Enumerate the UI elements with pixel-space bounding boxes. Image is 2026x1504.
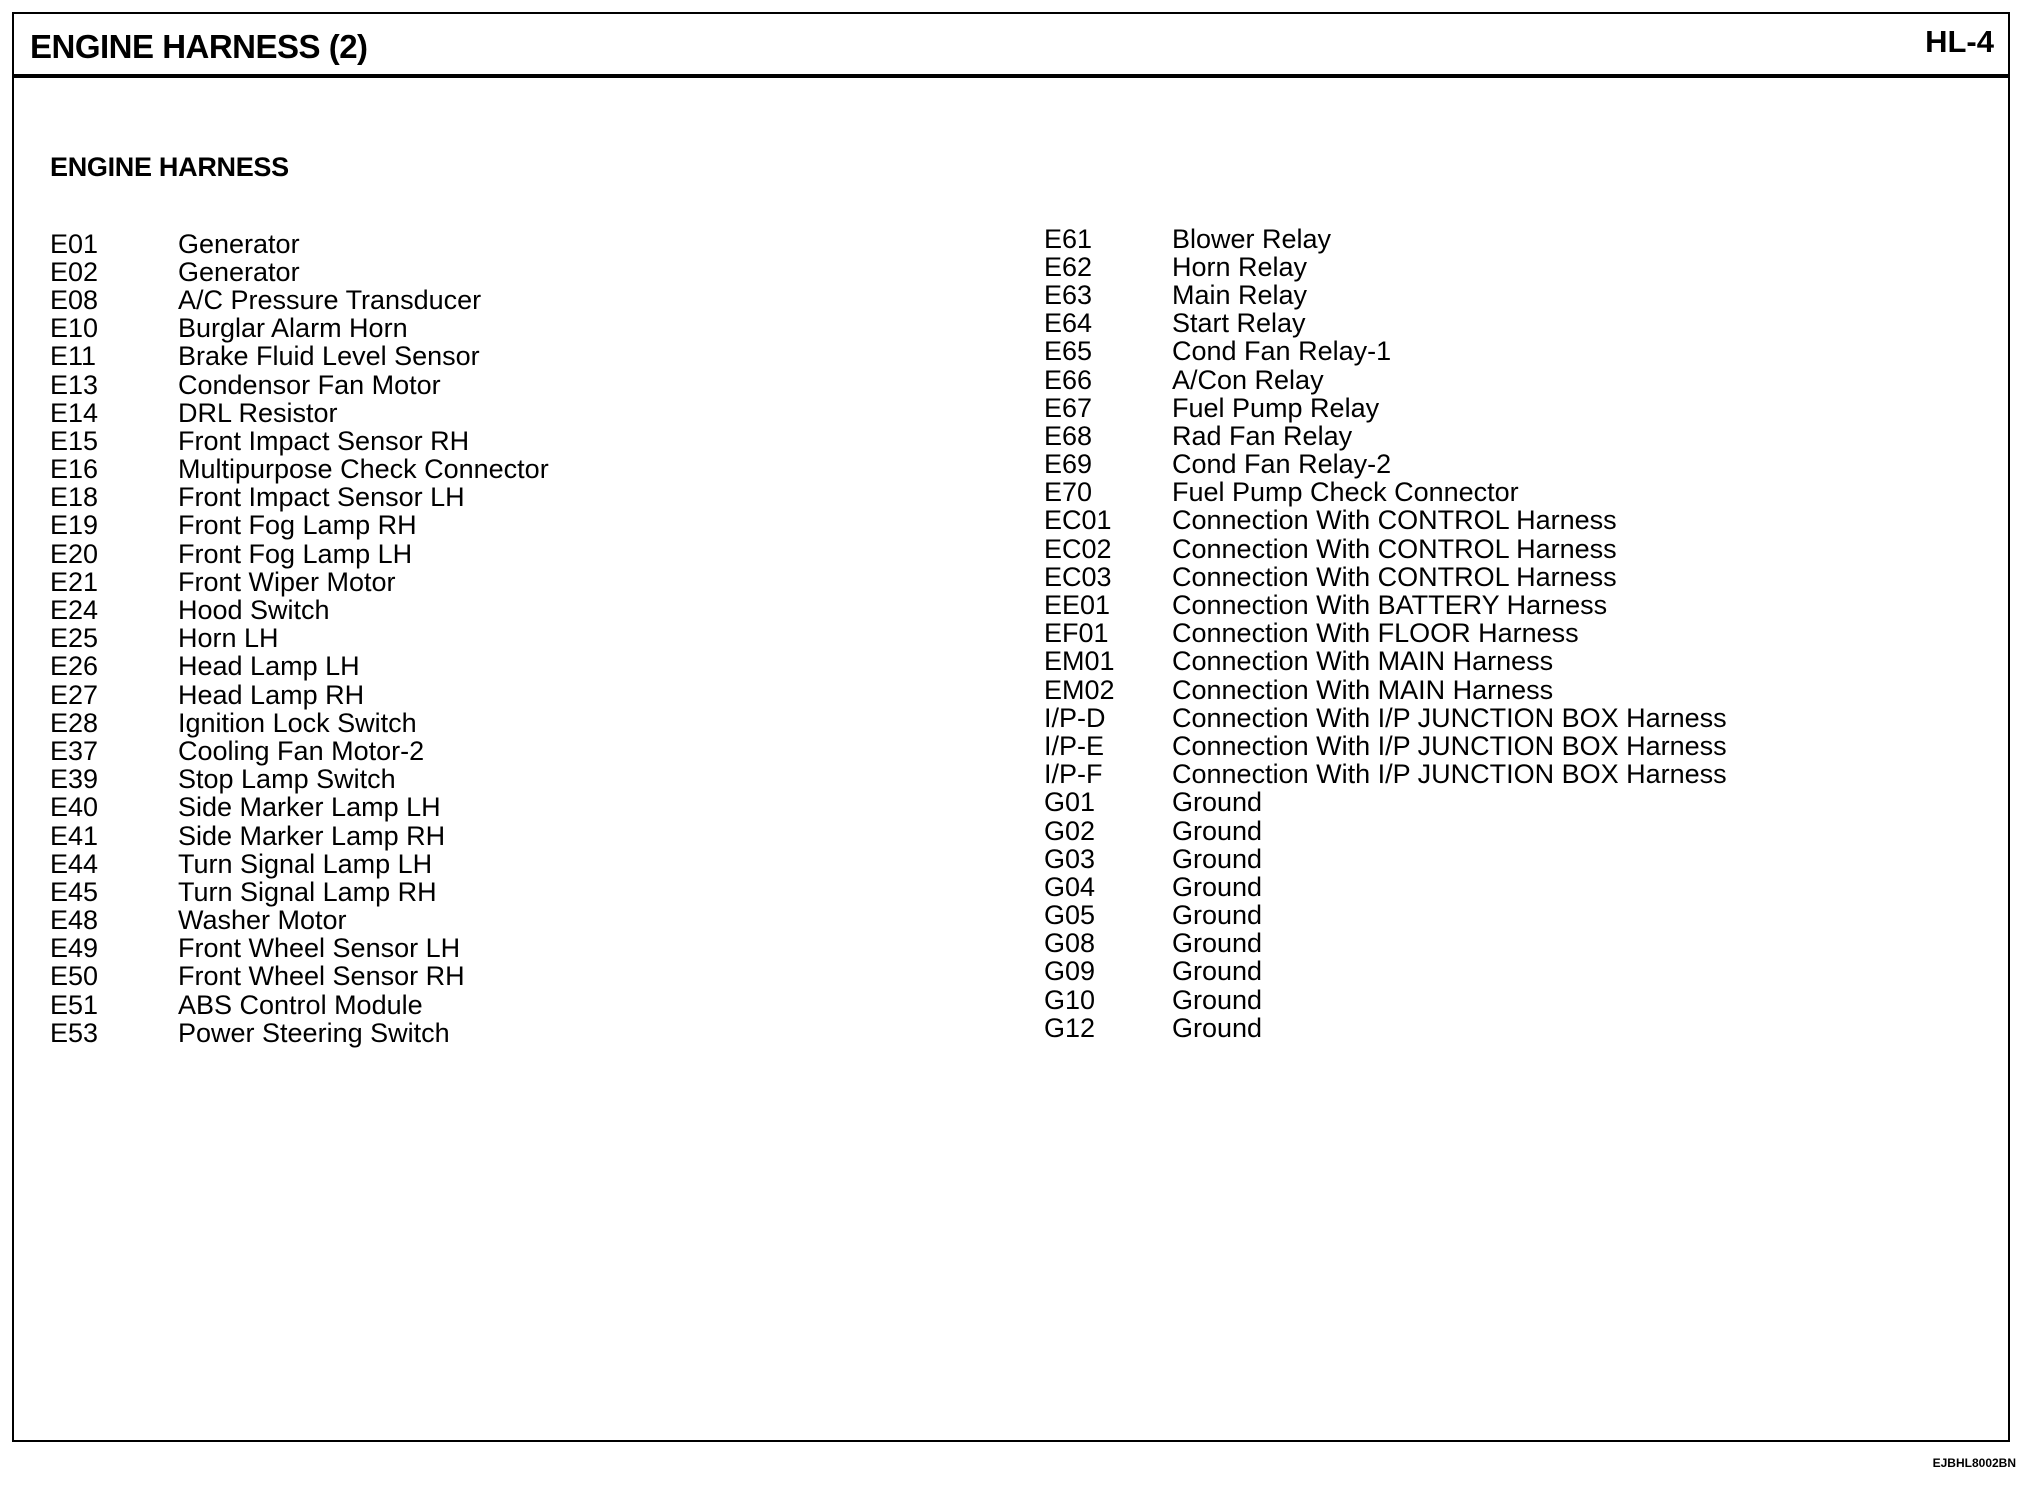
connector-description: Ground	[1172, 956, 1263, 987]
connector-code: E65	[1044, 336, 1093, 367]
connector-code: E18	[50, 482, 99, 513]
connector-code: E13	[50, 369, 99, 400]
connector-code: EM02	[1044, 674, 1115, 705]
connector-code: E27	[50, 679, 99, 710]
list-item	[1044, 507, 1727, 535]
list-item	[1044, 676, 1727, 704]
list-item	[50, 512, 549, 540]
list-item	[1044, 225, 1727, 253]
connector-code: E63	[1044, 279, 1093, 310]
connector-description: Ground	[1172, 928, 1263, 959]
list-item	[1044, 986, 1727, 1014]
connector-code: E02	[50, 256, 99, 287]
connector-code: E49	[50, 933, 99, 964]
connector-code: E50	[50, 961, 99, 992]
connector-code: EE01	[1044, 590, 1111, 621]
connector-description: Ground	[1172, 843, 1263, 874]
connector-code: E28	[50, 707, 99, 738]
list-item	[50, 258, 549, 286]
connector-description: Generator	[178, 256, 300, 287]
connector-code: E45	[50, 876, 99, 907]
list-item	[1044, 817, 1727, 845]
connector-code: E41	[50, 820, 99, 851]
connector-description: Blower Relay	[1172, 223, 1332, 254]
connector-code: E40	[50, 792, 99, 823]
connector-description: Ignition Lock Switch	[178, 707, 417, 738]
list-item	[50, 399, 549, 427]
list-item	[50, 230, 549, 258]
connector-description: Front Fog Lamp RH	[178, 510, 417, 541]
connector-code: E20	[50, 538, 99, 569]
connector-code: EF01	[1044, 618, 1109, 649]
connector-description: Front Wiper Motor	[178, 566, 396, 597]
connector-description: A/Con Relay	[1172, 364, 1324, 395]
list-item	[50, 878, 549, 906]
connector-code: G05	[1044, 900, 1096, 931]
list-item	[1044, 394, 1727, 422]
list-item	[50, 963, 549, 991]
section-title: ENGINE HARNESS	[50, 152, 289, 182]
connector-description: Front Impact Sensor RH	[178, 425, 470, 456]
list-item	[50, 625, 549, 653]
connector-code: E21	[50, 566, 99, 597]
connector-description: Head Lamp RH	[178, 679, 365, 710]
list-item	[1044, 479, 1727, 507]
connector-code: G08	[1044, 928, 1096, 959]
connector-description: Front Wheel Sensor RH	[178, 961, 465, 992]
connector-code: E14	[50, 397, 99, 428]
list-item	[50, 907, 549, 935]
connector-code: G03	[1044, 843, 1096, 874]
list-item	[50, 315, 549, 343]
connector-description: Ground	[1172, 900, 1263, 931]
list-item	[1044, 451, 1727, 479]
list-item	[1044, 620, 1727, 648]
connector-description: Connection With CONTROL Harness	[1172, 505, 1617, 536]
connector-code: E25	[50, 623, 99, 654]
connector-description: Ground	[1172, 871, 1263, 902]
list-item	[50, 850, 549, 878]
connector-description: Hood Switch	[178, 595, 330, 626]
connector-code: G12	[1044, 1012, 1096, 1043]
connector-description: Generator	[178, 228, 300, 259]
connector-code: G04	[1044, 871, 1096, 902]
list-item	[50, 540, 549, 568]
list-item	[1044, 873, 1727, 901]
connector-description: Rad Fan Relay	[1172, 420, 1353, 451]
connector-list-right	[1044, 225, 1727, 1042]
page-header	[14, 14, 2008, 78]
list-item	[1044, 366, 1727, 394]
connector-description: Stop Lamp Switch	[178, 764, 396, 795]
connector-description: Connection With CONTROL Harness	[1172, 533, 1617, 564]
connector-code: I/P-D	[1044, 702, 1106, 733]
connector-description: Side Marker Lamp LH	[178, 792, 441, 823]
list-item	[1044, 253, 1727, 281]
connector-code: EC02	[1044, 533, 1112, 564]
list-item	[50, 286, 549, 314]
list-item	[1044, 761, 1727, 789]
list-item	[50, 427, 549, 455]
list-item	[50, 794, 549, 822]
connector-description: Burglar Alarm Horn	[178, 313, 408, 344]
connector-code: G10	[1044, 984, 1096, 1015]
connector-description: ABS Control Module	[178, 989, 423, 1020]
connector-code: E51	[50, 989, 99, 1020]
connector-code: E48	[50, 905, 99, 936]
list-item	[1044, 338, 1727, 366]
list-item	[1044, 789, 1727, 817]
connector-description: Connection With MAIN Harness	[1172, 646, 1554, 677]
connector-code: E44	[50, 848, 99, 879]
list-item	[50, 766, 549, 794]
list-item	[50, 737, 549, 765]
list-item	[50, 991, 549, 1019]
connector-description: Condensor Fan Motor	[178, 369, 441, 400]
connector-description: A/C Pressure Transducer	[178, 284, 482, 315]
connector-code: E24	[50, 595, 99, 626]
connector-description: Horn LH	[178, 623, 279, 654]
connector-description: Cond Fan Relay-1	[1172, 336, 1392, 367]
list-item	[1044, 930, 1727, 958]
connector-description: DRL Resistor	[178, 397, 338, 428]
connector-code: E37	[50, 735, 99, 766]
list-item	[1044, 422, 1727, 450]
list-item	[50, 1019, 549, 1047]
connector-description: Head Lamp LH	[178, 651, 360, 682]
list-item	[1044, 902, 1727, 930]
connector-code: E62	[1044, 251, 1093, 282]
connector-description: Connection With I/P JUNCTION BOX Harness	[1172, 702, 1727, 733]
connector-code: E68	[1044, 420, 1093, 451]
connector-code: E66	[1044, 364, 1093, 395]
connector-description: Cond Fan Relay-2	[1172, 449, 1392, 480]
page-title: ENGINE HARNESS (2)	[30, 28, 368, 65]
connector-description: Ground	[1172, 787, 1263, 818]
list-item	[1044, 958, 1727, 986]
connector-code: E64	[1044, 308, 1093, 339]
connector-description: Ground	[1172, 1012, 1263, 1043]
connector-code: E61	[1044, 223, 1093, 254]
list-item	[50, 596, 549, 624]
connector-description: Side Marker Lamp RH	[178, 820, 446, 851]
list-item	[1044, 732, 1727, 760]
connector-code: EC01	[1044, 505, 1112, 536]
connector-code: E10	[50, 313, 99, 344]
list-item	[50, 484, 549, 512]
connector-description: Start Relay	[1172, 308, 1306, 339]
connector-description: Ground	[1172, 984, 1263, 1015]
list-item	[1044, 648, 1727, 676]
connector-description: Power Steering Switch	[178, 1017, 450, 1048]
connector-description: Turn Signal Lamp LH	[178, 848, 433, 879]
connector-code: G09	[1044, 956, 1096, 987]
page-frame	[12, 12, 2010, 1442]
list-item	[50, 822, 549, 850]
connector-code: E67	[1044, 392, 1093, 423]
list-item	[50, 568, 549, 596]
connector-description: Front Fog Lamp LH	[178, 538, 413, 569]
connector-code: G01	[1044, 787, 1096, 818]
connector-code: E08	[50, 284, 99, 315]
connector-code: E15	[50, 425, 99, 456]
list-item	[1044, 535, 1727, 563]
connector-description: Ground	[1172, 815, 1263, 846]
connector-description: Turn Signal Lamp RH	[178, 876, 437, 907]
list-item	[50, 935, 549, 963]
figure-id: EJBHL8002BN	[1932, 1456, 2016, 1470]
connector-description: Connection With I/P JUNCTION BOX Harness	[1172, 730, 1727, 761]
list-item	[1044, 310, 1727, 338]
connector-description: Multipurpose Check Connector	[178, 454, 549, 485]
connector-description: Cooling Fan Motor-2	[178, 735, 425, 766]
connector-code: E11	[50, 341, 97, 372]
connector-description: Connection With MAIN Harness	[1172, 674, 1554, 705]
list-item	[50, 343, 549, 371]
connector-description: Main Relay	[1172, 279, 1308, 310]
list-item	[1044, 704, 1727, 732]
list-item	[50, 371, 549, 399]
connector-description: Washer Motor	[178, 905, 347, 936]
connector-code: E26	[50, 651, 99, 682]
connector-description: Horn Relay	[1172, 251, 1308, 282]
connector-code: G02	[1044, 815, 1096, 846]
connector-code: E39	[50, 764, 99, 795]
connector-code: EM01	[1044, 646, 1115, 677]
list-item	[50, 681, 549, 709]
connector-list-left	[50, 230, 549, 1047]
list-item	[1044, 1014, 1727, 1042]
connector-description: Front Wheel Sensor LH	[178, 933, 461, 964]
connector-code: I/P-E	[1044, 730, 1105, 761]
connector-description: Front Impact Sensor LH	[178, 482, 465, 513]
connector-code: E69	[1044, 449, 1093, 480]
list-item	[1044, 845, 1727, 873]
connector-description: Fuel Pump Relay	[1172, 392, 1380, 423]
list-item	[50, 709, 549, 737]
connector-description: Connection With CONTROL Harness	[1172, 561, 1617, 592]
list-item	[1044, 563, 1727, 591]
connector-code: I/P-F	[1044, 759, 1103, 790]
connector-code: EC03	[1044, 561, 1112, 592]
connector-code: E70	[1044, 477, 1093, 508]
connector-description: Fuel Pump Check Connector	[1172, 477, 1519, 508]
connector-code: E53	[50, 1017, 99, 1048]
connector-code: E16	[50, 454, 99, 485]
connector-description: Brake Fluid Level Sensor	[178, 341, 480, 372]
connector-description: Connection With FLOOR Harness	[1172, 618, 1579, 649]
page-code: HL-4	[1925, 24, 1994, 59]
list-item	[50, 653, 549, 681]
connector-description: Connection With BATTERY Harness	[1172, 590, 1608, 621]
connector-description: Connection With I/P JUNCTION BOX Harness	[1172, 759, 1727, 790]
list-item	[50, 456, 549, 484]
connector-code: E01	[50, 228, 99, 259]
list-item	[1044, 591, 1727, 619]
list-item	[1044, 281, 1727, 309]
connector-code: E19	[50, 510, 99, 541]
